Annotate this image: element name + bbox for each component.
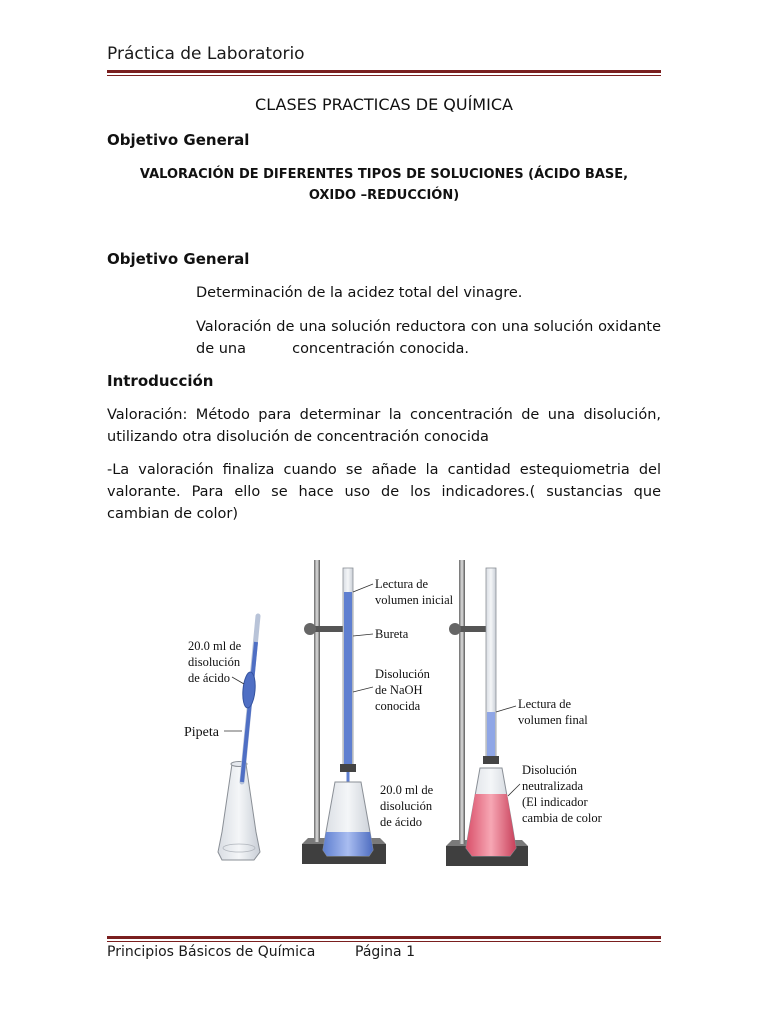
footer-rule	[107, 936, 661, 942]
initial-reading-label-2: volumen inicial	[375, 593, 454, 607]
footer-left: Principios Básicos de Química	[107, 944, 316, 960]
pipette-label-line-1: 20.0 ml de	[188, 639, 242, 653]
pipeta-label: Pipeta	[184, 725, 219, 740]
final-reading-label-2: volumen final	[518, 713, 588, 727]
objective-item-1: Determinación de la acidez total del vinagre.	[196, 285, 523, 301]
pipette-label-line-2: disolución	[188, 655, 241, 669]
intro-paragraph-2: -La valoración finaliza cuando se añade la cantidad estequiometria del valorante. Para ello se hace uso de los indicadores.( sustancias que cambian de color)	[107, 462, 661, 522]
neutral-label-1: Disolución	[522, 763, 577, 777]
subtitle-line-1: VALORACIÓN DE DIFERENTES TIPOS DE SOLUCIONES (ÁCIDO BASE,	[139, 167, 629, 182]
bureta-label: Bureta	[375, 627, 409, 641]
neutral-label-2: neutralizada	[522, 779, 584, 793]
flask-label-3: de ácido	[380, 815, 422, 829]
flask-label-2: disolución	[380, 799, 433, 813]
naoh-label-2: de NaOH	[375, 683, 423, 697]
pipette-label-line-3: de ácido	[188, 671, 230, 685]
neutral-label-3: (El indicador	[522, 795, 588, 809]
naoh-label-3: conocida	[375, 699, 421, 713]
page-title: CLASES PRACTICAS DE QUÍMICA	[255, 95, 513, 114]
final-reading-label-1: Lectura de	[518, 697, 572, 711]
objective-item-2: Valoración de una solución reductora con una solución oxidante de una concentración conocida.	[196, 319, 666, 357]
naoh-label-1: Disolución	[375, 667, 430, 681]
flask-label-1: 20.0 ml de	[380, 783, 434, 797]
running-header: Práctica de Laboratorio	[107, 44, 305, 64]
page-number: Página 1	[355, 944, 415, 960]
header-rule	[107, 70, 661, 76]
initial-reading-label-1: Lectura de	[375, 577, 429, 591]
burette-stand-final	[446, 560, 528, 866]
objective-heading-1: Objetivo General	[107, 131, 250, 149]
neutral-label-4: cambia de color)	[522, 811, 602, 825]
intro-paragraph-1: Valoración: Método para determinar la concentración de una disolución, utilizando otra disolución de concentración conocida	[107, 407, 661, 445]
burette-stand-initial	[302, 560, 386, 864]
titration-figure	[170, 532, 602, 915]
subtitle-line-2: OXIDO –REDUCCIÓN)	[308, 188, 460, 203]
introduction-heading: Introducción	[107, 372, 214, 390]
objective-subtitle	[107, 164, 661, 206]
objective-heading-2: Objetivo General	[107, 250, 250, 268]
